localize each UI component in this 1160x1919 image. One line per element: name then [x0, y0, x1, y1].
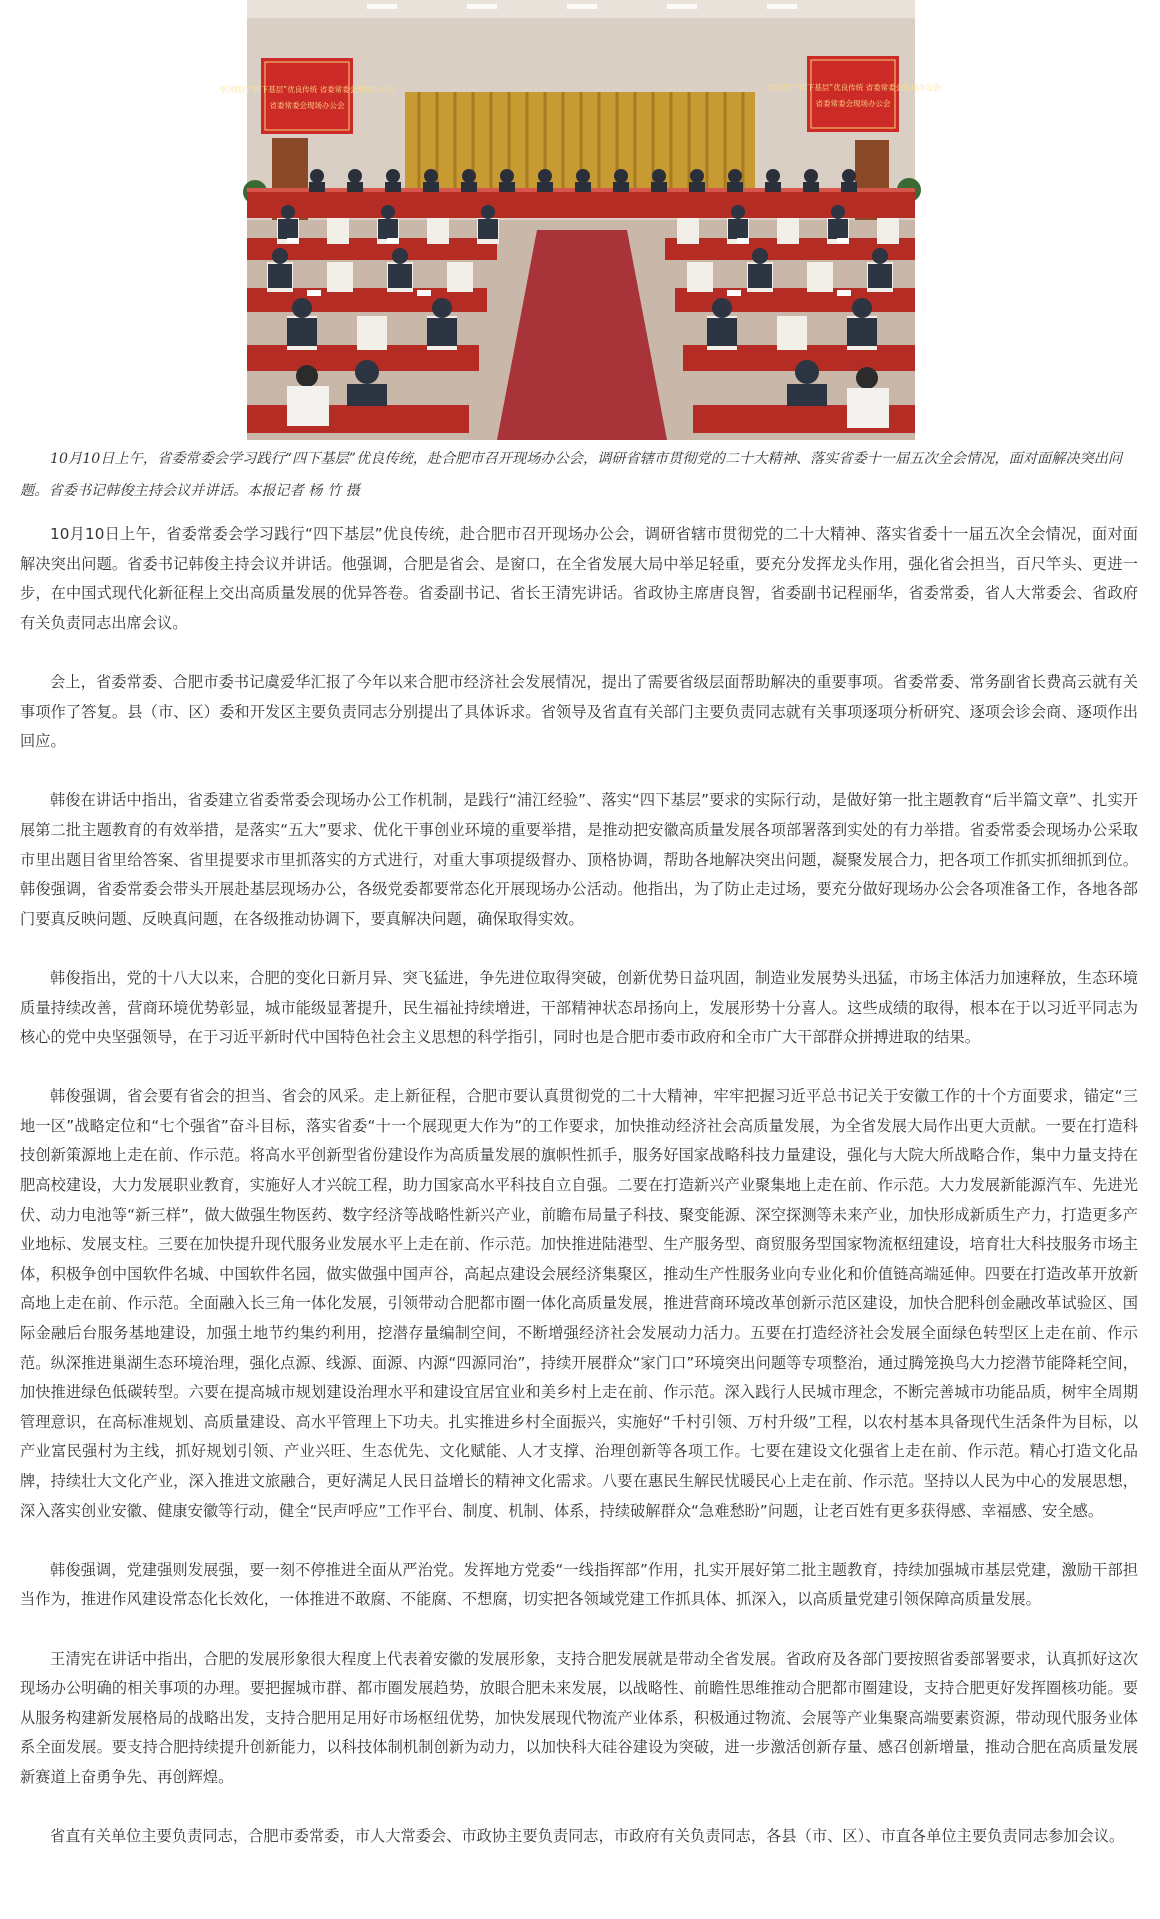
paragraph: 韩俊强调，党建强则发展强，要一刻不停推进全面从严治党。发挥地方党委“一线指挥部”作用，扎实开展好第二批主题教育，持续加强城市基层党建，激励干部担当作为，推进作风建设常态化长效化，一体推进不敢腐、不能腐、不想腐，切实把各领域党建工作抓具体、抓深入，以高质量党建引领保障高质量发展。 — [20, 1560, 1138, 1609]
paragraph: 10月10日上午，省委常委会学习践行“四下基层”优良传统，赴合肥市召开现场办公会，调研省辖市贯彻党的二十大精神、落实省委十一届五次全会情况，面对面解决突出问题。省委书记韩俊主持会议并讲话。他强调，合肥是省会、是窗口，在全省发展大局中举足轻重，要充分发挥龙头作用，强化省会担当，百尺竿头、更进一步，在中国式现代化新征程上交出高质量发展的优异答卷。省委副书记、省长王清宪讲话。省政协主席唐良智，省委副书记程丽华，省委常委，省人大常委会、省政府有关负责同志出席会议。 — [20, 525, 1138, 632]
right-banner — [807, 56, 899, 132]
left-banner-text: 学习践行“四下基层”优良传统 省委常委会现场办公会 — [219, 85, 395, 94]
paragraph: 韩俊强调，省会要有省会的担当、省会的风采。走上新征程，合肥市要认真贯彻党的二十大精神，牢牢把握习近平总书记关于安徽工作的十个方面要求，锚定“三地一区”战略定位和“七个强省”奋斗目标，落实省委“十一个展现更大作为”的工作要求，加快推动经济社会高质量发展，为全省发展大局作出更大贡献。一要在打造科技创新策源地上走在前、作示范。将高水平创新型省份建设作为高质量发展的旗帜性抓手，服务好国家战略科技力量建设，强化与大院大所战略合作，集中力量支持在肥高校建设，大力发展职业教育，实施好人才兴皖工程，助力国家高水平科技自立自强。二要在打造新兴产业聚集地上走在前、作示范。大力发展新能源汽车、先进光伏、动力电池等“新三样”，做大做强生物医药、数字经济等战略性新兴产业，前瞻布局量子科技、聚变能源、深空探测等未来产业，加快形成新质生产力，打造更多产业地标、发展支柱。三要在加快提升现代服务业发展水平上走在前、作示范。加快推进陆港型、生产服务型、商贸服务型国家物流枢纽建设，培育壮大科技服务市场主体，积极争创中国软件名城、中国软件名园，做实做强中国声谷，高起点建设会展经济集聚区，推动生产性服务业向专业化和价值链高端延伸。四要在打造改革开放新高地上走在前、作示范。全面融入长三角一体化发展，引领带动合肥都市圈一体化高质量发展，推进营商环境改革创新示范区建设，加快合肥科创金融改革试验区、国际金融后台服务基地建设，加强土地节约集约利用，挖潜存量编制空间，不断增强经济社会发展动力活力。五要在打造经济社会发展全面绿色转型区上走在前、作示范。纵深推进巢湖生态环境治理，强化点源、线源、面源、内源“四源同治”，持续开展群众“家门口”环境突出问题等专项整治，通过腾笼换鸟大力挖潜节能降耗空间，加快推进绿色低碳转型。六要在提高城市规划建设治理水平和建设宜居宜业和美乡村上走在前、作示范。深入践行人民城市理念，不断完善城市功能品质，树牢全周期管理意识，在高标准规划、高质量建设、高水平管理上下功夫。扎实推进乡村全面振兴，实施好“千村引领、万村升级”工程，以农村基本具备现代生活条件为目标，以产业富民强村为主线，抓好规划引领、产业兴旺、生态优先、文化赋能、人才支撑、治理创新等各项工作。七要在建设文化强省上走在前、作示范。精心打造文化品牌，持续壮大文化产业，深入推进文旅融合，更好满足人民日益增长的精神文化需求。八要在惠民生解民忧暖民心上走在前、作示范。坚持以人民为中心的发展思想，深入落实创业安徽、健康安徽等行动，健全“民声呼应”工作平台、制度、机制、体系，持续破解群众“急难愁盼”问题，让老百姓有更多获得感、幸福感、安全感。 — [20, 1087, 1138, 1520]
paragraph: 韩俊在讲话中指出，省委建立省委常委会现场办公工作机制，是践行“浦江经验”、落实“四下基层”要求的实际行动，是做好第一批主题教育“后半篇文章”、扎实开展第二批主题教育的有效举措，是落实“五大”要求、优化干事创业环境的重要举措，是推动把安徽高质量发展各项部署落到实处的有力举措。省委常委会现场办公采取市里出题目省里给答案、省里提要求市里抓落实的方式进行，对重大事项提级督办、顶格协调，帮助各地解决突出问题，凝聚发展合力，把各项工作抓实抓细抓到位。韩俊强调，省委常委会带头开展赴基层现场办公，各级党委都要常态化开展现场办公活动。他指出，为了防止走过场，要充分做好现场办公会各项准备工作，各地各部门要真反映问题、反映真问题，在各级推动协调下，要真解决问题，确保取得实效。 — [20, 791, 1138, 928]
photo-caption: 10月10日上午，省委常委会学习践行“四下基层”优良传统，赴合肥市召开现场办公会，调研省辖市贯彻党的二十大精神、落实省委十一届五次全会情况，面对面解决突出问题。省委书记韩俊主持会议并讲话。本报记者 杨 竹 摄 — [20, 451, 1123, 499]
paragraph: 省直有关单位主要负责同志，合肥市委常委，市人大常委会、市政协主要负责同志，市政府有关负责同志，各县（市、区）、市直各单位主要负责同志参加会议。 — [50, 1827, 1125, 1846]
svg-text:省委常委会现场办公会: 省委常委会现场办公会 — [269, 101, 345, 110]
meeting-photo — [219, 0, 941, 440]
right-banner-text: 学习践行“四下基层”优良传统 省委常委会现场办公会 — [765, 83, 941, 92]
article-body — [20, 520, 1138, 1881]
paragraph: 王清宪在讲话中指出，合肥的发展形象很大程度上代表着安徽的发展形象，支持合肥发展就是带动全省发展。省政府及各部门要按照省委部署要求，认真抓好这次现场办公明确的相关事项的办理。要把握城市群、都市圈发展趋势，放眼合肥未来发展，以战略性、前瞻性思维推动合肥都市圈建设，支持合肥更好发挥圈核功能。要从服务构建新发展格局的战略出发，支持合肥用足用好市场枢纽优势，加快发展现代物流产业体系，积极通过物流、会展等产业集聚高端要素资源，带动现代服务业体系全面发展。要支持合肥持续提升创新能力，以科技体制机制创新为动力，以加快科大硅谷建设为突破，进一步激活创新存量、感召创新增量，推动合肥在高质量发展新赛道上奋勇争先、再创辉煌。 — [20, 1649, 1138, 1786]
svg-text:省委常委会现场办公会: 省委常委会现场办公会 — [815, 99, 891, 108]
left-banner — [261, 58, 353, 134]
paragraph: 会上，省委常委、合肥市委书记虞爱华汇报了今年以来合肥市经济社会发展情况，提出了需要省级层面帮助解决的重要事项。省委常委、常务副省长费高云就有关事项作了答复。县（市、区）委和开发区主要负责同志分别提出了具体诉求。省领导及省直有关部门主要负责同志就有关事项逐项分析研究、逐项会诊会商、逐项作出回应。 — [20, 672, 1138, 751]
paragraph: 韩俊指出，党的十八大以来，合肥的变化日新月异、突飞猛进，争先进位取得突破，创新优势日益巩固，制造业发展势头迅猛，市场主体活力加速释放，生态环境质量持续改善，营商环境优势彰显，城市能级显著提升，民生福祉持续增进，干部精神状态昂扬向上，发展形势十分喜人。这些成绩的取得，根本在于以习近平同志为核心的党中央坚强领导，在于习近平新时代中国特色社会主义思想的科学指引，同时也是合肥市委市政府和全市广大干部群众拼搏进取的结果。 — [20, 968, 1138, 1047]
head-table — [247, 188, 915, 218]
